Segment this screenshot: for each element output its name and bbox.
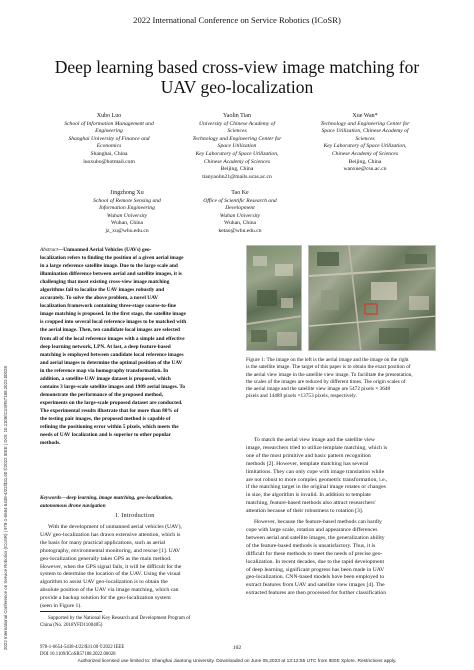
figure-1 bbox=[246, 245, 436, 351]
abstract bbox=[40, 246, 230, 447]
author-affiliation-line: Development bbox=[225, 205, 255, 212]
abstract-line: localization refers to finding the position of a given aerial image bbox=[40, 255, 184, 262]
abstract-line: refining the positioning error within 5 pixels, which meets the bbox=[40, 424, 179, 431]
paragraph-line: provide a backup solution for the geo-localization system bbox=[40, 595, 171, 602]
right-column-body bbox=[246, 437, 436, 598]
author-block bbox=[46, 113, 172, 166]
paragraph-line: of the feature-based methods is unsatisfactory. Thus, it is bbox=[246, 542, 376, 549]
author-block bbox=[302, 113, 428, 174]
author-affiliation-line: Space Utilization bbox=[217, 143, 257, 150]
abstract-line: experiments on the large-scale proposed dataset are conducted. bbox=[40, 399, 183, 406]
footer-line: 978-1-6654-5438-4/22/$31.00 ©2022 IEEE bbox=[40, 645, 125, 650]
abstract-line: deep learning network, LPN. At last, a deep feature-based bbox=[40, 343, 171, 350]
paragraph-line: of deep learning, significant progress has been made in UAV bbox=[246, 566, 385, 573]
introduction-paragraph bbox=[40, 524, 230, 611]
author-email: ketao@whu.edu.cn bbox=[218, 227, 262, 234]
paragraph-line: extracted features are then processed for further classification bbox=[246, 590, 387, 597]
section-heading: I. Introduction bbox=[115, 513, 155, 519]
abstract-line: from all of the local reference images with a simple and effective bbox=[40, 335, 185, 342]
paragraph-line: However, when the GPS signal fails, it will be difficult for the bbox=[40, 563, 182, 570]
abstract-line: and aerial images to determine the optimal position of the UAV bbox=[40, 359, 183, 366]
author-affiliation-line: School of Information Management and bbox=[64, 120, 154, 127]
abstract-line: algorithms fail to localize the UAV images robustly and bbox=[40, 287, 165, 294]
author-block bbox=[174, 113, 300, 181]
paragraph-line: geo-localization generally takes GPS as the main method. bbox=[40, 555, 172, 562]
author-affiliation-line: Space Utilization, Chinese Academy of bbox=[321, 128, 409, 135]
paragraph-line: between aerial and satellite images, the generalization ability bbox=[246, 534, 385, 541]
abstract-line: illumination difference between aerial and satellite images, it is bbox=[40, 271, 182, 278]
author-affiliation-line: University of Chinese Academy of bbox=[198, 120, 275, 127]
paragraph-line: one of the most primitive and basic pattern recognition bbox=[246, 452, 371, 459]
page-number: 102 bbox=[232, 645, 242, 651]
author-affiliation-line: Chinese Academy of Sciences bbox=[203, 158, 271, 165]
paragraph-line: limitations. They can only cope with image translation while bbox=[246, 468, 385, 475]
paragraph-line: are not robust to more complex geometric transformation, i.e., bbox=[246, 476, 388, 483]
author-name: Yaolin Tian bbox=[223, 113, 251, 119]
abstract-line: contains 3 large-scale satellite images and 1909 aerial images. To bbox=[40, 383, 186, 390]
side-doi-stamp bbox=[3, 80, 11, 650]
paragraph-line: However, because the feature-based methods can hardly bbox=[254, 519, 382, 526]
caption-line: the aerial view image in the satellite view image. To facilitate the presentation, bbox=[246, 371, 413, 378]
paragraph-line: localization. In recent decades, due to the rapid development bbox=[246, 558, 385, 565]
paragraph-line: in size, the algorithm is invalid. In addition to template bbox=[246, 492, 371, 499]
paragraph-line: image, researchers tried to utilize template matching, which is bbox=[246, 444, 388, 451]
author-affiliation-line: Wuhan University bbox=[106, 212, 148, 219]
abstract-line: needs of UAV localization and is superior to other popular bbox=[40, 432, 172, 439]
abstract-line: accurately. To solve the above problem, a novel UAV bbox=[40, 295, 159, 302]
author-affiliation-line: Key Laboratory of Space Utilization, bbox=[195, 150, 279, 157]
footnote-line: China (No. 2018YFD1100405) bbox=[40, 623, 103, 628]
conference-header: 2022 International Conference on Service Robotics (ICoSR) bbox=[133, 15, 341, 25]
author-location: Wuhan, China bbox=[223, 220, 257, 227]
aerial-image-texture bbox=[247, 246, 302, 351]
author-affiliation-line: Sciences bbox=[355, 135, 375, 142]
abstract-lead: Abstract bbox=[40, 247, 58, 253]
abstract-line: demonstrate the performance of the proposed method, bbox=[40, 391, 164, 398]
author-affiliation-line: Engineering bbox=[95, 128, 123, 135]
abstract-line: challenging that most existing cross-view image matching bbox=[40, 279, 170, 286]
abstract-line: The experimental results illustrate that for more than 80% of bbox=[40, 407, 179, 414]
paragraph-line: attention because of their robustness to rotation [3]. bbox=[246, 508, 364, 515]
author-email: wanxue@csu.ac.cn bbox=[343, 166, 387, 173]
keywords-line: Keywords—deep learning, image matching, geo-localization, bbox=[40, 495, 173, 501]
paragraph-line: With the development of unmanned aerial vehicles (UAV), bbox=[48, 524, 182, 530]
author-affiliation-line: Chinese Academy of Sciences bbox=[331, 150, 399, 157]
author-affiliation-line: Sciences bbox=[227, 128, 247, 135]
author-name: Tao Ke bbox=[231, 190, 249, 196]
abstract-line: the aerial image. Then, ten candidate local images are selected bbox=[40, 327, 181, 334]
abstract-line: addition, a satellite-UAV image dataset is proposed, which bbox=[40, 375, 171, 382]
paragraph-line: geo-localization. CNN-based models have been employed to bbox=[246, 574, 385, 581]
paragraph-line: system to determine the location of the UAV. Using the visual bbox=[40, 571, 181, 578]
abstract-line: matching is employed between candidate local reference images bbox=[40, 351, 184, 358]
paragraph-line: if the matching target in the original image rotates or changes bbox=[246, 484, 386, 491]
funding-footnote bbox=[40, 615, 230, 629]
author-affiliation-line: Technology and Engineering Center for bbox=[320, 120, 410, 127]
author-location: Beijing, China bbox=[348, 158, 382, 165]
title-line-1: Deep learning based cross-view image matching for bbox=[54, 57, 420, 77]
author-affiliation-line: Economics bbox=[96, 143, 122, 150]
author-location: Beijing, China bbox=[220, 166, 254, 173]
side-doi-text: 2022 International Conference on Service Robotics (ICoSR) | 978-1-6654-5438-4/22/$31.00 ©2022 IEEE | DOI: 10.1109/ICoSR57188.2022.00028 bbox=[3, 366, 8, 650]
author-affiliation-line: School of Remote Sensing and bbox=[93, 197, 161, 204]
paragraph-line: methods [2]. However, template matching has several bbox=[246, 460, 369, 467]
caption-line: pixels and 14489 pixels ×13753 pixels, respectively. bbox=[246, 393, 357, 400]
author-name: Xue Wan* bbox=[352, 113, 378, 119]
paragraph-line: (seen in Figure 1). bbox=[40, 603, 82, 610]
figure-caption bbox=[246, 357, 436, 401]
paragraph-line: absolute position of the UAV via image matching, which can bbox=[40, 587, 179, 594]
abstract-line: localization framework containing three-stage coarse-to-fine bbox=[40, 303, 177, 310]
author-affiliation-line: Key Laboratory of Space Utilization, bbox=[323, 143, 407, 150]
author-name: Xubo Luo bbox=[96, 113, 122, 119]
paragraph-line: difficult for these methods to meet the needs of precise geo- bbox=[246, 550, 383, 557]
author-location: Shanghai, China bbox=[90, 150, 128, 157]
author-block bbox=[177, 190, 303, 236]
footer-line: DOI 10.1109/ICoSR57188.2022.00028 bbox=[40, 651, 116, 657]
author-affiliation-line: Wuhan University bbox=[219, 212, 261, 219]
title-line-2: UAV geo-localization bbox=[160, 77, 314, 97]
paper-title bbox=[30, 57, 444, 97]
abstract-line bbox=[40, 246, 230, 254]
paragraph-line: UAV geo-localization has drawn extensive attention, which is bbox=[40, 531, 181, 538]
footnote-rule bbox=[40, 611, 102, 612]
author-email: jz_xu@whu.edu.cn bbox=[105, 227, 149, 234]
paragraph-line: To match the aerial view image and the satellite view bbox=[254, 437, 376, 443]
author-email: tianyaolin21@mails.ucas.ac.cn bbox=[202, 173, 272, 180]
keywords-line: autonomous drone navigation bbox=[40, 502, 106, 509]
paragraph-line: algorithm to assist UAV geo-localization is to obtain the bbox=[40, 579, 168, 586]
paragraph-line: extract features from UAV and satellite view images [4]. The bbox=[246, 582, 385, 589]
caption-line: is the satellite image. The target of this paper is to obtain the exact position of bbox=[246, 364, 411, 371]
abstract-line: methods. bbox=[40, 440, 61, 447]
paragraph-line: the basis for many practical applications, such as aerial bbox=[40, 539, 166, 546]
license-notice: Authorized licensed use limited to: Shanghai Jiaotong University. Downloaded on June 05,2023 at 13:12:55 UTC from IEEE Xplore. Restrictions apply. bbox=[77, 659, 397, 664]
satellite-image-texture bbox=[309, 246, 436, 351]
author-email: luoxubo@hotmail.com bbox=[83, 158, 135, 165]
author-location: Wuhan, China bbox=[110, 220, 144, 227]
abstract-line: in a large reference satellite image. Due to the large scale and bbox=[40, 263, 178, 270]
paragraph-line: photography, environmental monitoring, and rescue [1]. UAV bbox=[40, 547, 181, 554]
author-block bbox=[64, 190, 190, 236]
caption-line: Figure 1: The image on the left is the aerial image and the image on the right bbox=[246, 357, 409, 363]
abstract-line-text: —Unmanned Aerial Vehicles (UAVs) geo- bbox=[57, 247, 152, 253]
author-affiliation-line: Office of Scientific Research and bbox=[203, 197, 277, 204]
abstract-line: in the reference map via homography transformation. In bbox=[40, 367, 169, 374]
author-name: Jingzhong Xu bbox=[110, 190, 144, 196]
author-affiliation-line: Technology and Engineering Center for bbox=[192, 135, 282, 142]
caption-line: the aerial image and the satellite view image are 5472 pixels × 3648 bbox=[246, 386, 391, 393]
paragraph-line: cope with large scale, rotation and appearance differences bbox=[246, 526, 378, 533]
caption-line: the scales of the images are reduced by different times. The origin scales of bbox=[246, 378, 406, 385]
paragraph-line: matching, feature-based methods also attract researchers' bbox=[246, 500, 376, 507]
aerial-image bbox=[246, 245, 302, 351]
author-affiliation-line: Shanghai University of Finance and bbox=[68, 135, 150, 142]
keywords bbox=[40, 495, 230, 511]
satellite-image bbox=[308, 245, 436, 351]
author-affiliation-line: Information Engineering bbox=[99, 205, 155, 212]
abstract-line: is cropped into several local reference images to be matched with bbox=[40, 319, 187, 326]
abstract-line: image matching is proposed. In the first stage, the satellite image bbox=[40, 311, 186, 318]
footnote-line: Supported by the National Key Research and Development Program of bbox=[48, 616, 191, 621]
abstract-line: the testing pair images, the proposed method is capable of bbox=[40, 415, 171, 422]
